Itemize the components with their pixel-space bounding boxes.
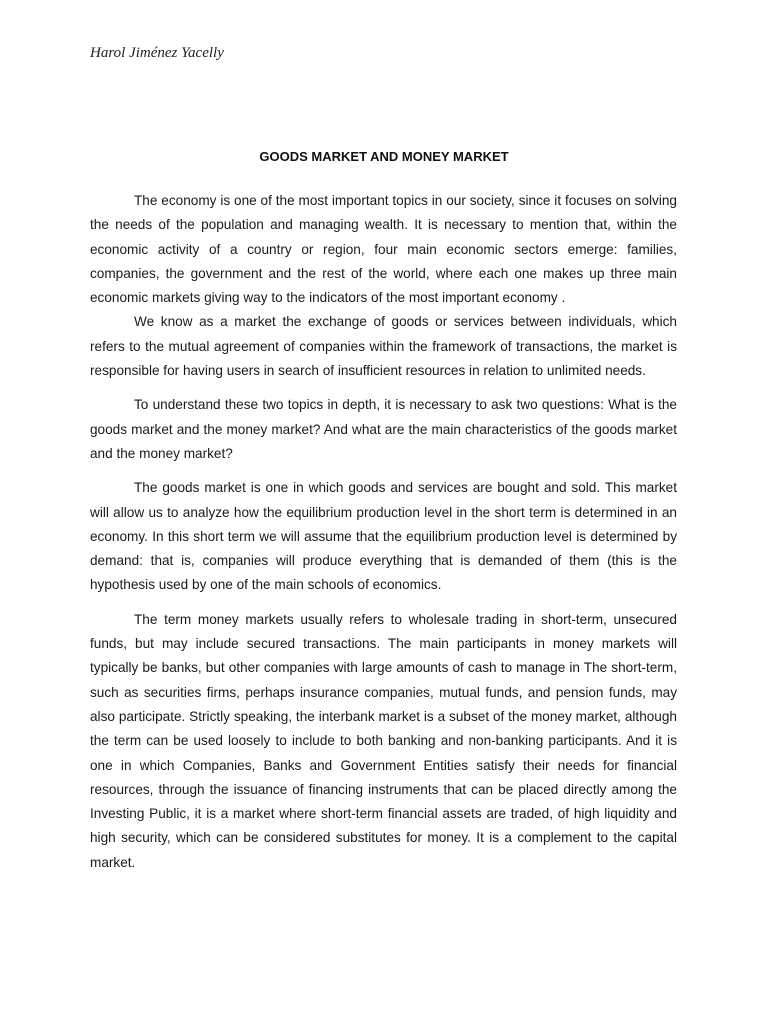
paragraph: We know as a market the exchange of goods or services between individuals, which refers to the mutual agreement of companies within the framework of transactions, the market is responsible for having users in search of insufficient resources in relation to unlimited needs. xyxy=(90,314,677,379)
author-name: Harol Jiménez Yacelly xyxy=(90,45,224,61)
document-title: GOODS MARKET AND MONEY MARKET xyxy=(259,149,509,164)
paragraph: The goods market is one in which goods and services are bought and sold. This market will allow us to analyze how the equilibrium production level in the short term is determined in an economy. In this short term we will assume that the equilibrium production level is determined by demand: that is, companies will produce everything that is demanded of them (this is the hypothesis used by one of the main schools of economics. xyxy=(90,480,677,593)
document-body xyxy=(90,189,677,875)
paragraph: The term money markets usually refers to wholesale trading in short-term, unsecured funds, but may include secured transactions. The main participants in money markets will typically be banks, but other companies with large amounts of cash to manage in The short-term, such as securities firms, perhaps insurance companies, mutual funds, and pension funds, may also participate. Strictly speaking, the interbank market is a subset of the money market, although the term can be used loosely to include to both banking and non-banking participants. And it is one in which Companies, Banks and Government Entities satisfy their needs for financial resources, through the issuance of financing instruments that can be placed directly among the Investing Public, it is a market where short-term financial assets are traded, of high liquidity and high security, which can be considered substitutes for money. It is a complement to the capital market. xyxy=(90,611,677,870)
paragraph: To understand these two topics in depth, it is necessary to ask two questions: What is the goods market and the money market? And what are the main characteristics of the goods market and the money market? xyxy=(90,397,677,461)
paragraph: The economy is one of the most important topics in our society, since it focuses on solving the needs of the population and managing wealth. It is necessary to mention that, within the economic activity of a country or region, four main economic sectors emerge: families, companies, the government and the rest of the world, where each one makes up three main economic markets giving way to the indicators of the most important economy . xyxy=(90,193,677,306)
